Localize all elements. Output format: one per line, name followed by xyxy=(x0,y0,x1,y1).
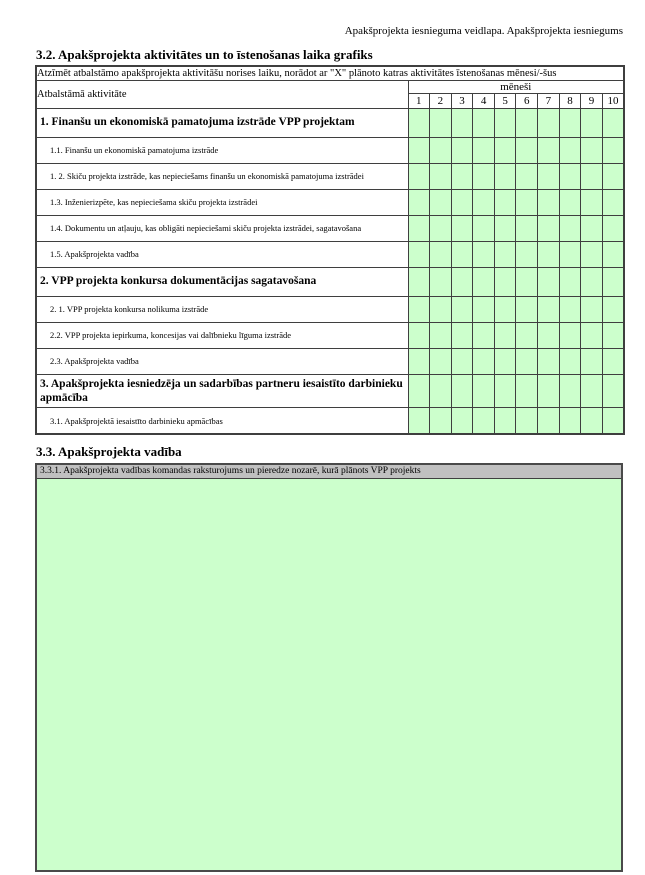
month-mark-cell[interactable] xyxy=(559,296,581,322)
month-mark-cell[interactable] xyxy=(602,267,624,296)
instruction-row xyxy=(36,66,624,80)
activity-row xyxy=(36,163,624,189)
activity-label: 1.5. Apakšprojekta vadība xyxy=(36,241,408,267)
month-mark-cell[interactable] xyxy=(581,108,603,137)
activity-label: 1.3. Inženierizpēte, kas nepieciešama skiču projekta izstrādei xyxy=(36,189,408,215)
month-mark-cell[interactable] xyxy=(473,137,495,163)
month-mark-cell[interactable] xyxy=(430,189,452,215)
month-number-header: 9 xyxy=(581,93,603,108)
month-mark-cell[interactable] xyxy=(538,108,560,137)
month-mark-cell[interactable] xyxy=(516,267,538,296)
month-mark-cell[interactable] xyxy=(494,322,516,348)
instruction-text: Atzīmēt atbalstāmo apakšprojekta aktivitāšu norises laiku, norādot ar "X" plānoto katras aktivitātes īstenošanas mēnesi/-šus xyxy=(36,66,624,80)
month-mark-cell[interactable] xyxy=(602,296,624,322)
month-mark-cell[interactable] xyxy=(451,108,473,137)
month-mark-cell[interactable] xyxy=(408,108,430,137)
activities-timeline-table xyxy=(35,65,625,435)
month-mark-cell[interactable] xyxy=(494,296,516,322)
month-mark-cell[interactable] xyxy=(430,163,452,189)
month-mark-cell[interactable] xyxy=(408,296,430,322)
management-description-block xyxy=(35,463,623,872)
month-mark-cell[interactable] xyxy=(451,189,473,215)
activity-row xyxy=(36,322,624,348)
month-mark-cell[interactable] xyxy=(559,108,581,137)
month-mark-cell[interactable] xyxy=(538,163,560,189)
month-mark-cell[interactable] xyxy=(602,408,624,434)
activity-rows xyxy=(36,108,624,434)
month-mark-cell[interactable] xyxy=(538,267,560,296)
month-mark-cell[interactable] xyxy=(602,322,624,348)
month-mark-cell[interactable] xyxy=(538,189,560,215)
month-mark-cell[interactable] xyxy=(473,215,495,241)
activity-row xyxy=(36,374,624,408)
document-header-right: Apakšprojekta iesnieguma veidlapa. Apakšprojekta iesniegums xyxy=(344,25,623,37)
month-mark-cell[interactable] xyxy=(602,189,624,215)
month-mark-cell[interactable] xyxy=(538,408,560,434)
month-mark-cell[interactable] xyxy=(494,267,516,296)
month-number-header: 2 xyxy=(430,93,452,108)
activity-label: 1. 2. Skiču projekta izstrāde, kas nepieciešams finanšu un ekonomiskā pamatojuma izstrādei xyxy=(36,163,408,189)
month-mark-cell[interactable] xyxy=(451,408,473,434)
activity-label: 3. Apakšprojekta iesniedzēja un sadarbības partneru iesaistīto darbinieku apmācība xyxy=(36,374,408,408)
month-number-header: 6 xyxy=(516,93,538,108)
month-mark-cell[interactable] xyxy=(473,241,495,267)
month-mark-cell[interactable] xyxy=(430,408,452,434)
activity-row xyxy=(36,241,624,267)
month-mark-cell[interactable] xyxy=(516,241,538,267)
month-mark-cell[interactable] xyxy=(473,267,495,296)
month-mark-cell[interactable] xyxy=(602,374,624,408)
month-mark-cell[interactable] xyxy=(538,374,560,408)
month-mark-cell[interactable] xyxy=(473,374,495,408)
month-mark-cell[interactable] xyxy=(430,108,452,137)
month-mark-cell[interactable] xyxy=(408,189,430,215)
activity-row xyxy=(36,296,624,322)
section-3-3-title: 3.3. Apakšprojekta vadība xyxy=(36,443,182,459)
month-mark-cell[interactable] xyxy=(473,296,495,322)
month-mark-cell[interactable] xyxy=(581,322,603,348)
month-mark-cell[interactable] xyxy=(602,215,624,241)
month-mark-cell[interactable] xyxy=(451,163,473,189)
month-mark-cell[interactable] xyxy=(602,241,624,267)
month-mark-cell[interactable] xyxy=(538,137,560,163)
activity-label: 2.2. VPP projekta iepirkuma, koncesijas vai dalībnieku līguma izstrāde xyxy=(36,322,408,348)
month-mark-cell[interactable] xyxy=(516,137,538,163)
month-mark-cell[interactable] xyxy=(559,189,581,215)
month-mark-cell[interactable] xyxy=(538,322,560,348)
month-mark-cell[interactable] xyxy=(559,163,581,189)
month-number-header: 3 xyxy=(451,93,473,108)
month-mark-cell[interactable] xyxy=(538,241,560,267)
management-description-label: 3.3.1. Apakšprojekta vadības komandas raksturojums un pieredze nozarē, kurā plānots VPP projekts xyxy=(37,465,621,479)
month-mark-cell[interactable] xyxy=(559,374,581,408)
month-mark-cell[interactable] xyxy=(581,374,603,408)
month-mark-cell[interactable] xyxy=(559,322,581,348)
month-mark-cell[interactable] xyxy=(581,348,603,374)
month-mark-cell[interactable] xyxy=(602,348,624,374)
activity-row xyxy=(36,108,624,137)
month-mark-cell[interactable] xyxy=(451,374,473,408)
month-mark-cell[interactable] xyxy=(494,408,516,434)
activity-label: 1.4. Dokumentu un atļauju, kas obligāti nepieciešami skiču projekta izstrādei, sagatavošana xyxy=(36,215,408,241)
month-mark-cell[interactable] xyxy=(559,267,581,296)
month-mark-cell[interactable] xyxy=(408,215,430,241)
month-mark-cell[interactable] xyxy=(602,163,624,189)
month-mark-cell[interactable] xyxy=(559,348,581,374)
month-mark-cell[interactable] xyxy=(581,189,603,215)
month-mark-cell[interactable] xyxy=(581,163,603,189)
month-mark-cell[interactable] xyxy=(581,267,603,296)
month-mark-cell[interactable] xyxy=(430,374,452,408)
month-mark-cell[interactable] xyxy=(408,348,430,374)
month-mark-cell[interactable] xyxy=(451,322,473,348)
month-mark-cell[interactable] xyxy=(559,215,581,241)
month-mark-cell[interactable] xyxy=(516,408,538,434)
activity-row xyxy=(36,215,624,241)
month-mark-cell[interactable] xyxy=(451,241,473,267)
month-number-header: 10 xyxy=(602,93,624,108)
month-mark-cell[interactable] xyxy=(581,215,603,241)
month-mark-cell[interactable] xyxy=(408,408,430,434)
month-mark-cell[interactable] xyxy=(408,137,430,163)
month-mark-cell[interactable] xyxy=(516,108,538,137)
activity-row xyxy=(36,348,624,374)
month-mark-cell[interactable] xyxy=(430,267,452,296)
month-mark-cell[interactable] xyxy=(494,163,516,189)
month-mark-cell[interactable] xyxy=(408,267,430,296)
month-mark-cell[interactable] xyxy=(430,296,452,322)
month-mark-cell[interactable] xyxy=(516,322,538,348)
month-mark-cell[interactable] xyxy=(559,137,581,163)
month-mark-cell[interactable] xyxy=(408,241,430,267)
month-mark-cell[interactable] xyxy=(430,215,452,241)
month-mark-cell[interactable] xyxy=(516,163,538,189)
month-mark-cell[interactable] xyxy=(430,322,452,348)
month-mark-cell[interactable] xyxy=(516,296,538,322)
month-mark-cell[interactable] xyxy=(538,348,560,374)
month-number-header: 1 xyxy=(408,93,430,108)
month-mark-cell[interactable] xyxy=(538,296,560,322)
month-mark-cell[interactable] xyxy=(473,163,495,189)
month-number-header: 4 xyxy=(473,93,495,108)
month-mark-cell[interactable] xyxy=(581,137,603,163)
month-mark-cell[interactable] xyxy=(451,296,473,322)
month-mark-cell[interactable] xyxy=(473,348,495,374)
activity-label: 2.3. Apakšprojekta vadība xyxy=(36,348,408,374)
month-mark-cell[interactable] xyxy=(494,137,516,163)
month-mark-cell[interactable] xyxy=(473,408,495,434)
activity-column-header: Atbalstāmā aktivitāte xyxy=(36,80,408,108)
month-mark-cell[interactable] xyxy=(408,163,430,189)
month-mark-cell[interactable] xyxy=(581,296,603,322)
month-mark-cell[interactable] xyxy=(602,137,624,163)
activity-label: 2. 1. VPP projekta konkursa nolikuma izstrāde xyxy=(36,296,408,322)
month-mark-cell[interactable] xyxy=(451,348,473,374)
month-mark-cell[interactable] xyxy=(494,189,516,215)
month-mark-cell[interactable] xyxy=(473,108,495,137)
activity-row xyxy=(36,408,624,434)
month-mark-cell[interactable] xyxy=(516,374,538,408)
month-mark-cell[interactable] xyxy=(516,348,538,374)
month-mark-cell[interactable] xyxy=(494,241,516,267)
activity-label: 1.1. Finanšu un ekonomiskā pamatojuma izstrāde xyxy=(36,137,408,163)
month-mark-cell[interactable] xyxy=(538,215,560,241)
month-mark-cell[interactable] xyxy=(581,241,603,267)
month-mark-cell[interactable] xyxy=(494,348,516,374)
months-group-header: mēneši xyxy=(408,80,624,93)
month-mark-cell[interactable] xyxy=(494,215,516,241)
month-mark-cell[interactable] xyxy=(430,348,452,374)
month-mark-cell[interactable] xyxy=(516,215,538,241)
month-mark-cell[interactable] xyxy=(602,108,624,137)
activity-row xyxy=(36,267,624,296)
month-mark-cell[interactable] xyxy=(559,408,581,434)
month-number-header: 7 xyxy=(538,93,560,108)
month-mark-cell[interactable] xyxy=(430,137,452,163)
month-mark-cell[interactable] xyxy=(516,189,538,215)
activity-label: 1. Finanšu un ekonomiskā pamatojuma izstrāde VPP projektam xyxy=(36,108,408,137)
month-mark-cell[interactable] xyxy=(494,374,516,408)
month-mark-cell[interactable] xyxy=(451,267,473,296)
activity-row xyxy=(36,189,624,215)
activity-label: 3.1. Apakšprojektā iesaistīto darbinieku apmācības xyxy=(36,408,408,434)
activity-label: 2. VPP projekta konkursa dokumentācijas sagatavošana xyxy=(36,267,408,296)
month-mark-cell[interactable] xyxy=(408,322,430,348)
section-3-2-title: 3.2. Apakšprojekta aktivitātes un to īstenošanas laika grafiks xyxy=(36,47,373,62)
month-mark-cell[interactable] xyxy=(473,189,495,215)
management-description-input-area[interactable] xyxy=(37,479,621,870)
month-mark-cell[interactable] xyxy=(451,137,473,163)
month-mark-cell[interactable] xyxy=(451,215,473,241)
month-mark-cell[interactable] xyxy=(494,108,516,137)
month-mark-cell[interactable] xyxy=(430,241,452,267)
month-number-header: 8 xyxy=(559,93,581,108)
month-mark-cell[interactable] xyxy=(559,241,581,267)
header-row-1 xyxy=(36,80,624,93)
month-mark-cell[interactable] xyxy=(408,374,430,408)
month-mark-cell[interactable] xyxy=(581,408,603,434)
month-mark-cell[interactable] xyxy=(473,322,495,348)
activity-row xyxy=(36,137,624,163)
month-number-header: 5 xyxy=(494,93,516,108)
